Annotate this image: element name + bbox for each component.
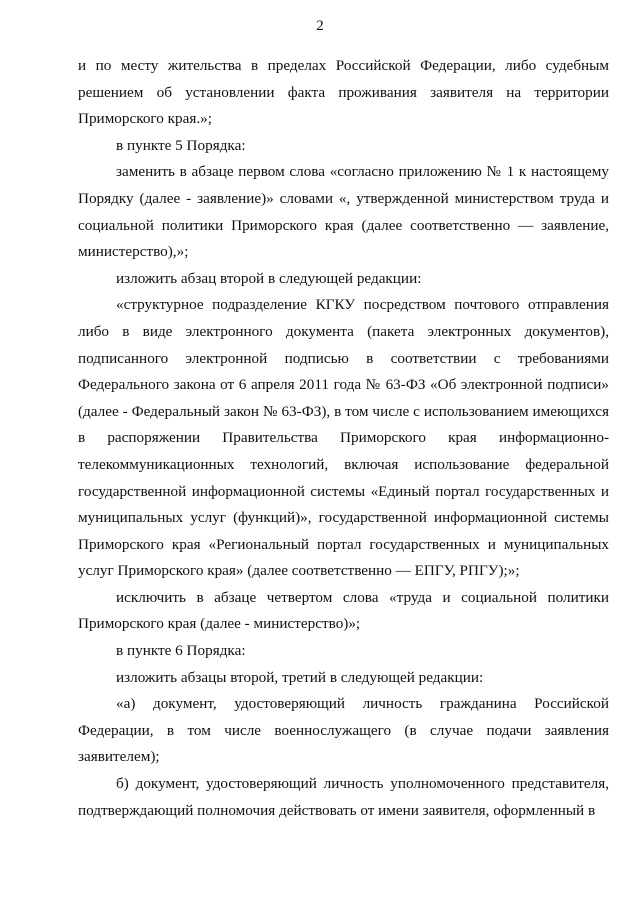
paragraph-item-a: «а) документ, удостоверяющий личность гражданина Российской Федерации, в том числе военнослужащего (в случае подачи заявления заявителем); bbox=[78, 695, 609, 766]
page-number: 2 bbox=[316, 18, 324, 34]
document-body bbox=[78, 53, 609, 824]
paragraph-item-b: б) документ, удостоверяющий личность уполномоченного представителя, подтверждающий полномочия действовать от имени заявителя, оформленный в bbox=[78, 775, 609, 819]
paragraph-structural-unit: «структурное подразделение КГКУ посредством почтового отправления либо в виде электронного документа (пакета электронных документов), подписанного электронной подписью в соответствии с требованиями Федерального закона от 6 апреля 2011 года № 63-ФЗ «Об электронной подписи» (далее - Федеральный закон № 63-ФЗ), в том числе с использованием имеющихся в распоряжении Правительства Приморского края информационно-телекоммуникационных технологий, включая использование федеральной государственной информационной системы «Единый портал государственных и муниципальных услуг (функций)», государственной информационной системы Приморского края «Региональный портал государственных и муниципальных услуг Приморского края» (далее соответственно — ЕПГУ, РПГУ);»; bbox=[78, 296, 609, 580]
paragraph-exclude-words: исключить в абзаце четвертом слова «труда и социальной политики Приморского края (далее - министерство)»; bbox=[78, 588, 609, 633]
paragraph-replace-words: заменить в абзаце первом слова «согласно приложению № 1 к настоящему Порядку (далее - заявление)» словами «, утвержденной министерством труда и социальной политики Приморского края (далее соответственно — заявление, министерство),»; bbox=[78, 163, 609, 261]
paragraph-restate-second: изложить абзац второй в следующей редакции: bbox=[116, 269, 422, 287]
paragraph-point-6-heading: в пункте 6 Порядка: bbox=[116, 642, 246, 660]
paragraph-point-5-heading: в пункте 5 Порядка: bbox=[116, 136, 246, 154]
paragraph-continuation: и по месту жительства в пределах Российской Федерации, либо судебным решением об установлении факта проживания заявителя на территории Приморского края.»; bbox=[78, 57, 609, 128]
paragraph-restate-second-third: изложить абзацы второй, третий в следующей редакции: bbox=[116, 668, 484, 686]
